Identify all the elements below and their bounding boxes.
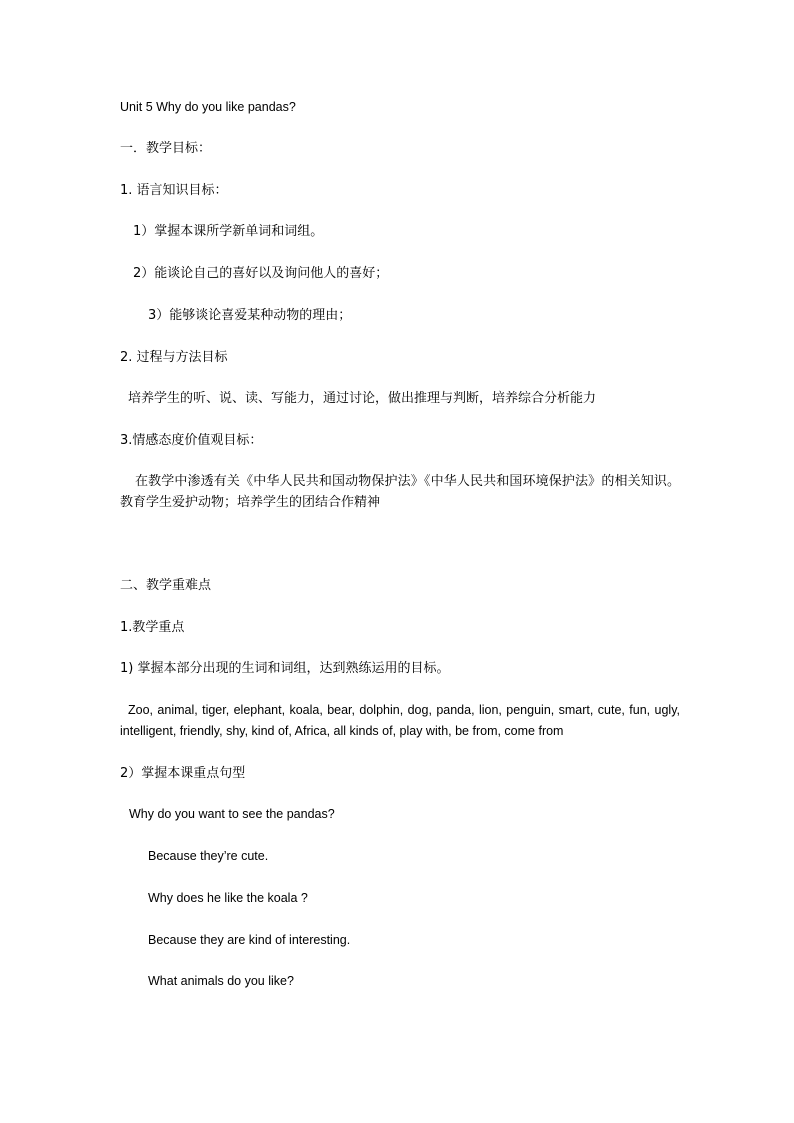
process-goals-text: 培养学生的听、说、读、写能力，通过讨论，做出推理与判断，培养综合分析能力: [128, 391, 597, 406]
attitude-goals-text: 在教学中渗透有关《中华人民共和国动物保护法》《中华人民共和国环境保护法》的相关知识。教育学生爱护动物；培养学生的团结合作精神: [120, 474, 680, 510]
key-points-heading: 1.教学重点: [120, 620, 185, 635]
key-sentence-5: What animals do you like?: [148, 974, 294, 988]
key-point-1-heading: 1) 掌握本部分出现的生词和词组，达到熟练运用的目标。: [120, 661, 450, 676]
attitude-goals-heading: 3.情感态度价值观目标：: [120, 433, 263, 448]
key-sentence-4: Because they are kind of interesting.: [148, 933, 351, 947]
section2-heading: 二、教学重难点: [120, 578, 212, 593]
language-goals-heading: 1. 语言知识目标：: [120, 183, 228, 198]
process-goals-heading: 2. 过程与方法目标: [120, 350, 228, 365]
language-goal-3: 3）能够谈论喜爱某种动物的理由；: [148, 308, 352, 323]
section1-heading: 一．教学目标：: [120, 141, 212, 156]
key-sentence-3: Why does he like the koala ?: [148, 891, 308, 905]
document-title: Unit 5 Why do you like pandas?: [120, 100, 296, 114]
key-sentence-1: Why do you want to see the pandas?: [129, 807, 335, 821]
vocabulary-list: Zoo, animal, tiger, elephant, koala, bear, dolphin, dog, panda, lion, penguin, smart, cute, fun, ugly, intelligent, friendly, shy, kind of, Africa, all kinds of, play with, be from, come from: [120, 703, 680, 738]
language-goal-1: 1）掌握本课所学新单词和词组。: [133, 224, 324, 239]
language-goal-2: 2）能谈论自己的喜好以及询问他人的喜好；: [133, 266, 389, 281]
key-point-2-heading: 2）掌握本课重点句型: [120, 766, 246, 781]
key-sentence-2: Because they’re cute.: [148, 849, 269, 863]
